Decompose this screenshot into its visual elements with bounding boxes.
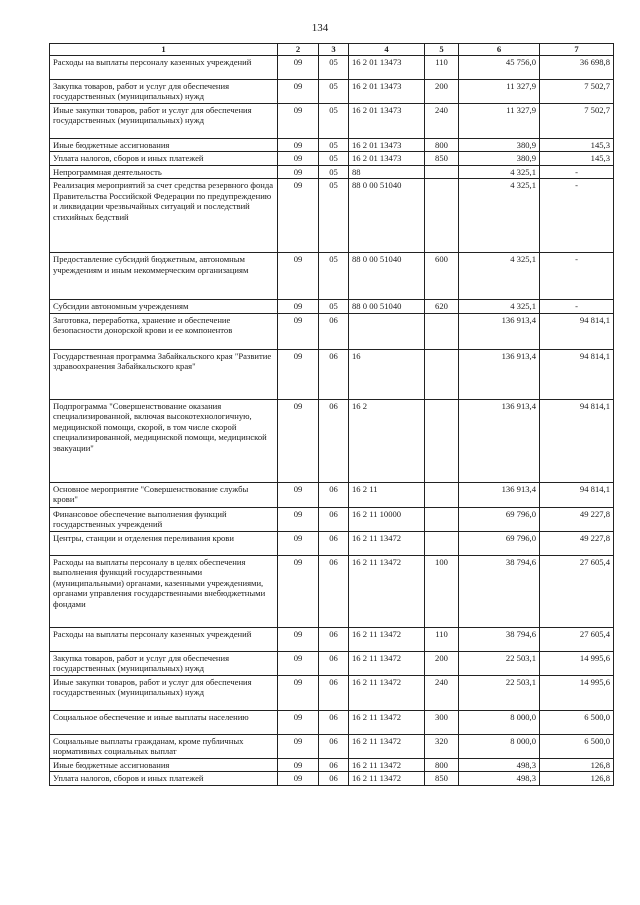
row-code-subsection: 05 bbox=[319, 104, 349, 139]
row-code-expense: 110 bbox=[425, 56, 459, 80]
row-amount-2: 94 814,1 bbox=[540, 482, 614, 507]
row-code-target: 16 2 11 13472 bbox=[349, 772, 425, 785]
row-code-subsection: 05 bbox=[319, 179, 349, 253]
row-code-expense bbox=[425, 507, 459, 531]
row-code-expense: 240 bbox=[425, 104, 459, 139]
row-amount-1: 22 503,1 bbox=[459, 651, 540, 675]
row-code-subsection: 06 bbox=[319, 772, 349, 785]
column-header: 3 bbox=[319, 44, 349, 56]
row-code-expense bbox=[425, 399, 459, 482]
row-code-expense bbox=[425, 531, 459, 555]
row-amount-1: 38 794,6 bbox=[459, 627, 540, 651]
row-code-section: 09 bbox=[278, 772, 319, 785]
row-code-section: 09 bbox=[278, 758, 319, 771]
row-name: Расходы на выплаты персоналу казенных учреждений bbox=[50, 56, 278, 80]
row-code-section: 09 bbox=[278, 399, 319, 482]
row-code-expense: 850 bbox=[425, 152, 459, 165]
row-name: Финансовое обеспечение выполнения функций государственных учреждений bbox=[50, 507, 278, 531]
column-header: 6 bbox=[459, 44, 540, 56]
row-amount-2: 7 502,7 bbox=[540, 104, 614, 139]
row-code-target: 88 0 00 51040 bbox=[349, 179, 425, 253]
table-row bbox=[50, 104, 614, 139]
row-name: Иные закупки товаров, работ и услуг для обеспечения государственных (муниципальных) нужд bbox=[50, 675, 278, 710]
row-code-target: 16 2 11 13472 bbox=[349, 758, 425, 771]
row-amount-1: 136 913,4 bbox=[459, 313, 540, 349]
column-header: 4 bbox=[349, 44, 425, 56]
row-amount-2: 126,8 bbox=[540, 772, 614, 785]
row-code-target: 16 2 11 13472 bbox=[349, 651, 425, 675]
row-amount-2: - bbox=[540, 300, 614, 313]
row-amount-2: 94 814,1 bbox=[540, 313, 614, 349]
row-name: Непрограммная деятельность bbox=[50, 165, 278, 178]
row-code-subsection: 05 bbox=[319, 152, 349, 165]
row-code-target: 16 2 11 13472 bbox=[349, 555, 425, 627]
table-row bbox=[50, 253, 614, 300]
row-code-section: 09 bbox=[278, 651, 319, 675]
row-code-section: 09 bbox=[278, 482, 319, 507]
row-code-target: 16 2 bbox=[349, 399, 425, 482]
row-code-subsection: 05 bbox=[319, 165, 349, 178]
row-amount-1: 11 327,9 bbox=[459, 104, 540, 139]
row-amount-2: - bbox=[540, 165, 614, 178]
table-row bbox=[50, 531, 614, 555]
row-name: Иные бюджетные ассигнования bbox=[50, 758, 278, 771]
table-row bbox=[50, 507, 614, 531]
row-code-section: 09 bbox=[278, 300, 319, 313]
row-name: Основное мероприятие "Совершенствование службы крови" bbox=[50, 482, 278, 507]
row-code-expense: 200 bbox=[425, 651, 459, 675]
row-amount-2: 145,3 bbox=[540, 139, 614, 152]
row-amount-1: 498,3 bbox=[459, 758, 540, 771]
table-row bbox=[50, 179, 614, 253]
row-amount-1: 8 000,0 bbox=[459, 734, 540, 758]
row-amount-2: 126,8 bbox=[540, 758, 614, 771]
table-row bbox=[50, 675, 614, 710]
row-code-target: 16 2 01 13473 bbox=[349, 56, 425, 80]
row-amount-2: 27 605,4 bbox=[540, 555, 614, 627]
row-amount-1: 4 325,1 bbox=[459, 300, 540, 313]
row-name: Иные бюджетные ассигнования bbox=[50, 139, 278, 152]
row-code-expense: 100 bbox=[425, 555, 459, 627]
row-code-section: 09 bbox=[278, 139, 319, 152]
table-row bbox=[50, 300, 614, 313]
table-row bbox=[50, 80, 614, 104]
row-code-section: 09 bbox=[278, 507, 319, 531]
table-row bbox=[50, 349, 614, 399]
row-name: Заготовка, переработка, хранение и обеспечение безопасности донорской крови и ее компонентов bbox=[50, 313, 278, 349]
row-amount-1: 4 325,1 bbox=[459, 253, 540, 300]
row-code-target: 88 0 00 51040 bbox=[349, 300, 425, 313]
row-code-target: 16 bbox=[349, 349, 425, 399]
row-code-subsection: 05 bbox=[319, 56, 349, 80]
row-name: Субсидии автономным учреждениям bbox=[50, 300, 278, 313]
row-code-subsection: 05 bbox=[319, 80, 349, 104]
row-name: Государственная программа Забайкальского края "Развитие здравоохранения Забайкальского края" bbox=[50, 349, 278, 399]
row-code-target: 16 2 01 13473 bbox=[349, 139, 425, 152]
row-code-subsection: 06 bbox=[319, 399, 349, 482]
row-code-subsection: 06 bbox=[319, 507, 349, 531]
row-code-section: 09 bbox=[278, 710, 319, 734]
row-amount-2: 145,3 bbox=[540, 152, 614, 165]
row-code-subsection: 06 bbox=[319, 758, 349, 771]
table-row bbox=[50, 555, 614, 627]
row-code-section: 09 bbox=[278, 165, 319, 178]
row-name: Иные закупки товаров, работ и услуг для обеспечения государственных (муниципальных) нужд bbox=[50, 104, 278, 139]
row-code-expense: 110 bbox=[425, 627, 459, 651]
row-name: Уплата налогов, сборов и иных платежей bbox=[50, 772, 278, 785]
page-number: 134 bbox=[311, 22, 329, 34]
row-amount-2: 6 500,0 bbox=[540, 734, 614, 758]
row-amount-2: 36 698,8 bbox=[540, 56, 614, 80]
row-amount-2: 7 502,7 bbox=[540, 80, 614, 104]
row-code-subsection: 06 bbox=[319, 734, 349, 758]
row-code-expense: 850 bbox=[425, 772, 459, 785]
row-code-subsection: 05 bbox=[319, 300, 349, 313]
row-amount-1: 380,9 bbox=[459, 139, 540, 152]
row-code-expense bbox=[425, 165, 459, 178]
row-name: Предоставление субсидий бюджетным, автономным учреждениям и иным некоммерческим организациям bbox=[50, 253, 278, 300]
row-amount-2: - bbox=[540, 179, 614, 253]
row-amount-2: 6 500,0 bbox=[540, 710, 614, 734]
row-code-section: 09 bbox=[278, 734, 319, 758]
row-code-section: 09 bbox=[278, 675, 319, 710]
row-code-subsection: 06 bbox=[319, 531, 349, 555]
row-code-expense bbox=[425, 313, 459, 349]
row-amount-1: 498,3 bbox=[459, 772, 540, 785]
row-amount-2: 14 995,6 bbox=[540, 675, 614, 710]
row-code-target: 16 2 11 13472 bbox=[349, 734, 425, 758]
row-amount-1: 11 327,9 bbox=[459, 80, 540, 104]
table-row bbox=[50, 651, 614, 675]
table-header-row bbox=[50, 44, 614, 56]
row-amount-2: 14 995,6 bbox=[540, 651, 614, 675]
row-amount-2: 94 814,1 bbox=[540, 349, 614, 399]
row-code-target: 16 2 11 10000 bbox=[349, 507, 425, 531]
row-amount-1: 45 756,0 bbox=[459, 56, 540, 80]
row-code-subsection: 06 bbox=[319, 651, 349, 675]
row-amount-1: 4 325,1 bbox=[459, 179, 540, 253]
column-header: 1 bbox=[50, 44, 278, 56]
row-amount-2: 49 227,8 bbox=[540, 531, 614, 555]
table-row bbox=[50, 758, 614, 771]
row-code-target: 16 2 01 13473 bbox=[349, 104, 425, 139]
row-amount-1: 22 503,1 bbox=[459, 675, 540, 710]
table-row bbox=[50, 165, 614, 178]
row-code-target bbox=[349, 313, 425, 349]
row-code-subsection: 05 bbox=[319, 139, 349, 152]
row-amount-2: 49 227,8 bbox=[540, 507, 614, 531]
row-code-section: 09 bbox=[278, 56, 319, 80]
table-row bbox=[50, 772, 614, 785]
row-code-subsection: 06 bbox=[319, 555, 349, 627]
row-code-target: 16 2 01 13473 bbox=[349, 152, 425, 165]
row-code-expense bbox=[425, 482, 459, 507]
row-code-expense: 300 bbox=[425, 710, 459, 734]
row-amount-1: 8 000,0 bbox=[459, 710, 540, 734]
row-amount-1: 4 325,1 bbox=[459, 165, 540, 178]
row-name: Центры, станции и отделения переливания крови bbox=[50, 531, 278, 555]
table-row bbox=[50, 734, 614, 758]
row-code-expense: 800 bbox=[425, 139, 459, 152]
row-code-subsection: 05 bbox=[319, 253, 349, 300]
row-name: Расходы на выплаты персоналу казенных учреждений bbox=[50, 627, 278, 651]
row-name: Социальное обеспечение и иные выплаты населению bbox=[50, 710, 278, 734]
row-code-subsection: 06 bbox=[319, 482, 349, 507]
row-amount-2: - bbox=[540, 253, 614, 300]
row-code-expense: 200 bbox=[425, 80, 459, 104]
row-code-target: 16 2 11 13472 bbox=[349, 710, 425, 734]
row-code-target: 16 2 11 bbox=[349, 482, 425, 507]
row-code-section: 09 bbox=[278, 349, 319, 399]
column-header: 7 bbox=[540, 44, 614, 56]
row-code-expense: 800 bbox=[425, 758, 459, 771]
row-name: Реализация мероприятий за счет средства резервного фонда Правительства Российской Федерации по предупреждению и ликвидации чрезвычайных ситуаций и последствий стихийных бедствий bbox=[50, 179, 278, 253]
row-code-target: 16 2 11 13472 bbox=[349, 531, 425, 555]
row-code-section: 09 bbox=[278, 531, 319, 555]
row-code-target: 88 0 00 51040 bbox=[349, 253, 425, 300]
row-code-expense: 600 bbox=[425, 253, 459, 300]
row-code-target: 16 2 11 13472 bbox=[349, 675, 425, 710]
row-amount-1: 69 796,0 bbox=[459, 507, 540, 531]
row-code-expense: 620 bbox=[425, 300, 459, 313]
table-row bbox=[50, 627, 614, 651]
table-row bbox=[50, 710, 614, 734]
row-code-subsection: 06 bbox=[319, 313, 349, 349]
budget-table bbox=[49, 43, 614, 786]
row-amount-1: 69 796,0 bbox=[459, 531, 540, 555]
row-name: Подпрограмма "Совершенствование оказания специализированной, включая высокотехнологичную, медицинской помощи, скорой, в том числе скорой специализированной, медицинской помощи, медицинской эвакуации" bbox=[50, 399, 278, 482]
row-code-section: 09 bbox=[278, 555, 319, 627]
row-code-subsection: 06 bbox=[319, 675, 349, 710]
row-amount-1: 136 913,4 bbox=[459, 482, 540, 507]
table-row bbox=[50, 313, 614, 349]
row-name: Расходы на выплаты персоналу в целях обеспечения выполнения функций государственными (муниципальными) органами, казенными учреждениями, органами управления государственными внебюджетными фондами bbox=[50, 555, 278, 627]
row-amount-1: 38 794,6 bbox=[459, 555, 540, 627]
table-row bbox=[50, 152, 614, 165]
row-amount-2: 27 605,4 bbox=[540, 627, 614, 651]
row-name: Закупка товаров, работ и услуг для обеспечения государственных (муниципальных) нужд bbox=[50, 651, 278, 675]
row-name: Закупка товаров, работ и услуг для обеспечения государственных (муниципальных) нужд bbox=[50, 80, 278, 104]
table-row bbox=[50, 56, 614, 80]
row-code-section: 09 bbox=[278, 627, 319, 651]
row-code-target: 88 bbox=[349, 165, 425, 178]
row-code-target: 16 2 11 13472 bbox=[349, 627, 425, 651]
column-header: 5 bbox=[425, 44, 459, 56]
row-code-section: 09 bbox=[278, 80, 319, 104]
row-code-subsection: 06 bbox=[319, 710, 349, 734]
row-code-expense bbox=[425, 349, 459, 399]
table-row bbox=[50, 399, 614, 482]
row-code-section: 09 bbox=[278, 179, 319, 253]
row-code-subsection: 06 bbox=[319, 627, 349, 651]
row-amount-2: 94 814,1 bbox=[540, 399, 614, 482]
row-code-section: 09 bbox=[278, 253, 319, 300]
row-code-section: 09 bbox=[278, 104, 319, 139]
table-row bbox=[50, 139, 614, 152]
table-row bbox=[50, 482, 614, 507]
row-code-target: 16 2 01 13473 bbox=[349, 80, 425, 104]
row-code-section: 09 bbox=[278, 313, 319, 349]
row-amount-1: 136 913,4 bbox=[459, 399, 540, 482]
row-code-section: 09 bbox=[278, 152, 319, 165]
row-code-expense bbox=[425, 179, 459, 253]
row-name: Уплата налогов, сборов и иных платежей bbox=[50, 152, 278, 165]
row-amount-1: 136 913,4 bbox=[459, 349, 540, 399]
row-name: Социальные выплаты гражданам, кроме публичных нормативных социальных выплат bbox=[50, 734, 278, 758]
column-header: 2 bbox=[278, 44, 319, 56]
row-code-expense: 240 bbox=[425, 675, 459, 710]
row-code-subsection: 06 bbox=[319, 349, 349, 399]
row-code-expense: 320 bbox=[425, 734, 459, 758]
row-amount-1: 380,9 bbox=[459, 152, 540, 165]
